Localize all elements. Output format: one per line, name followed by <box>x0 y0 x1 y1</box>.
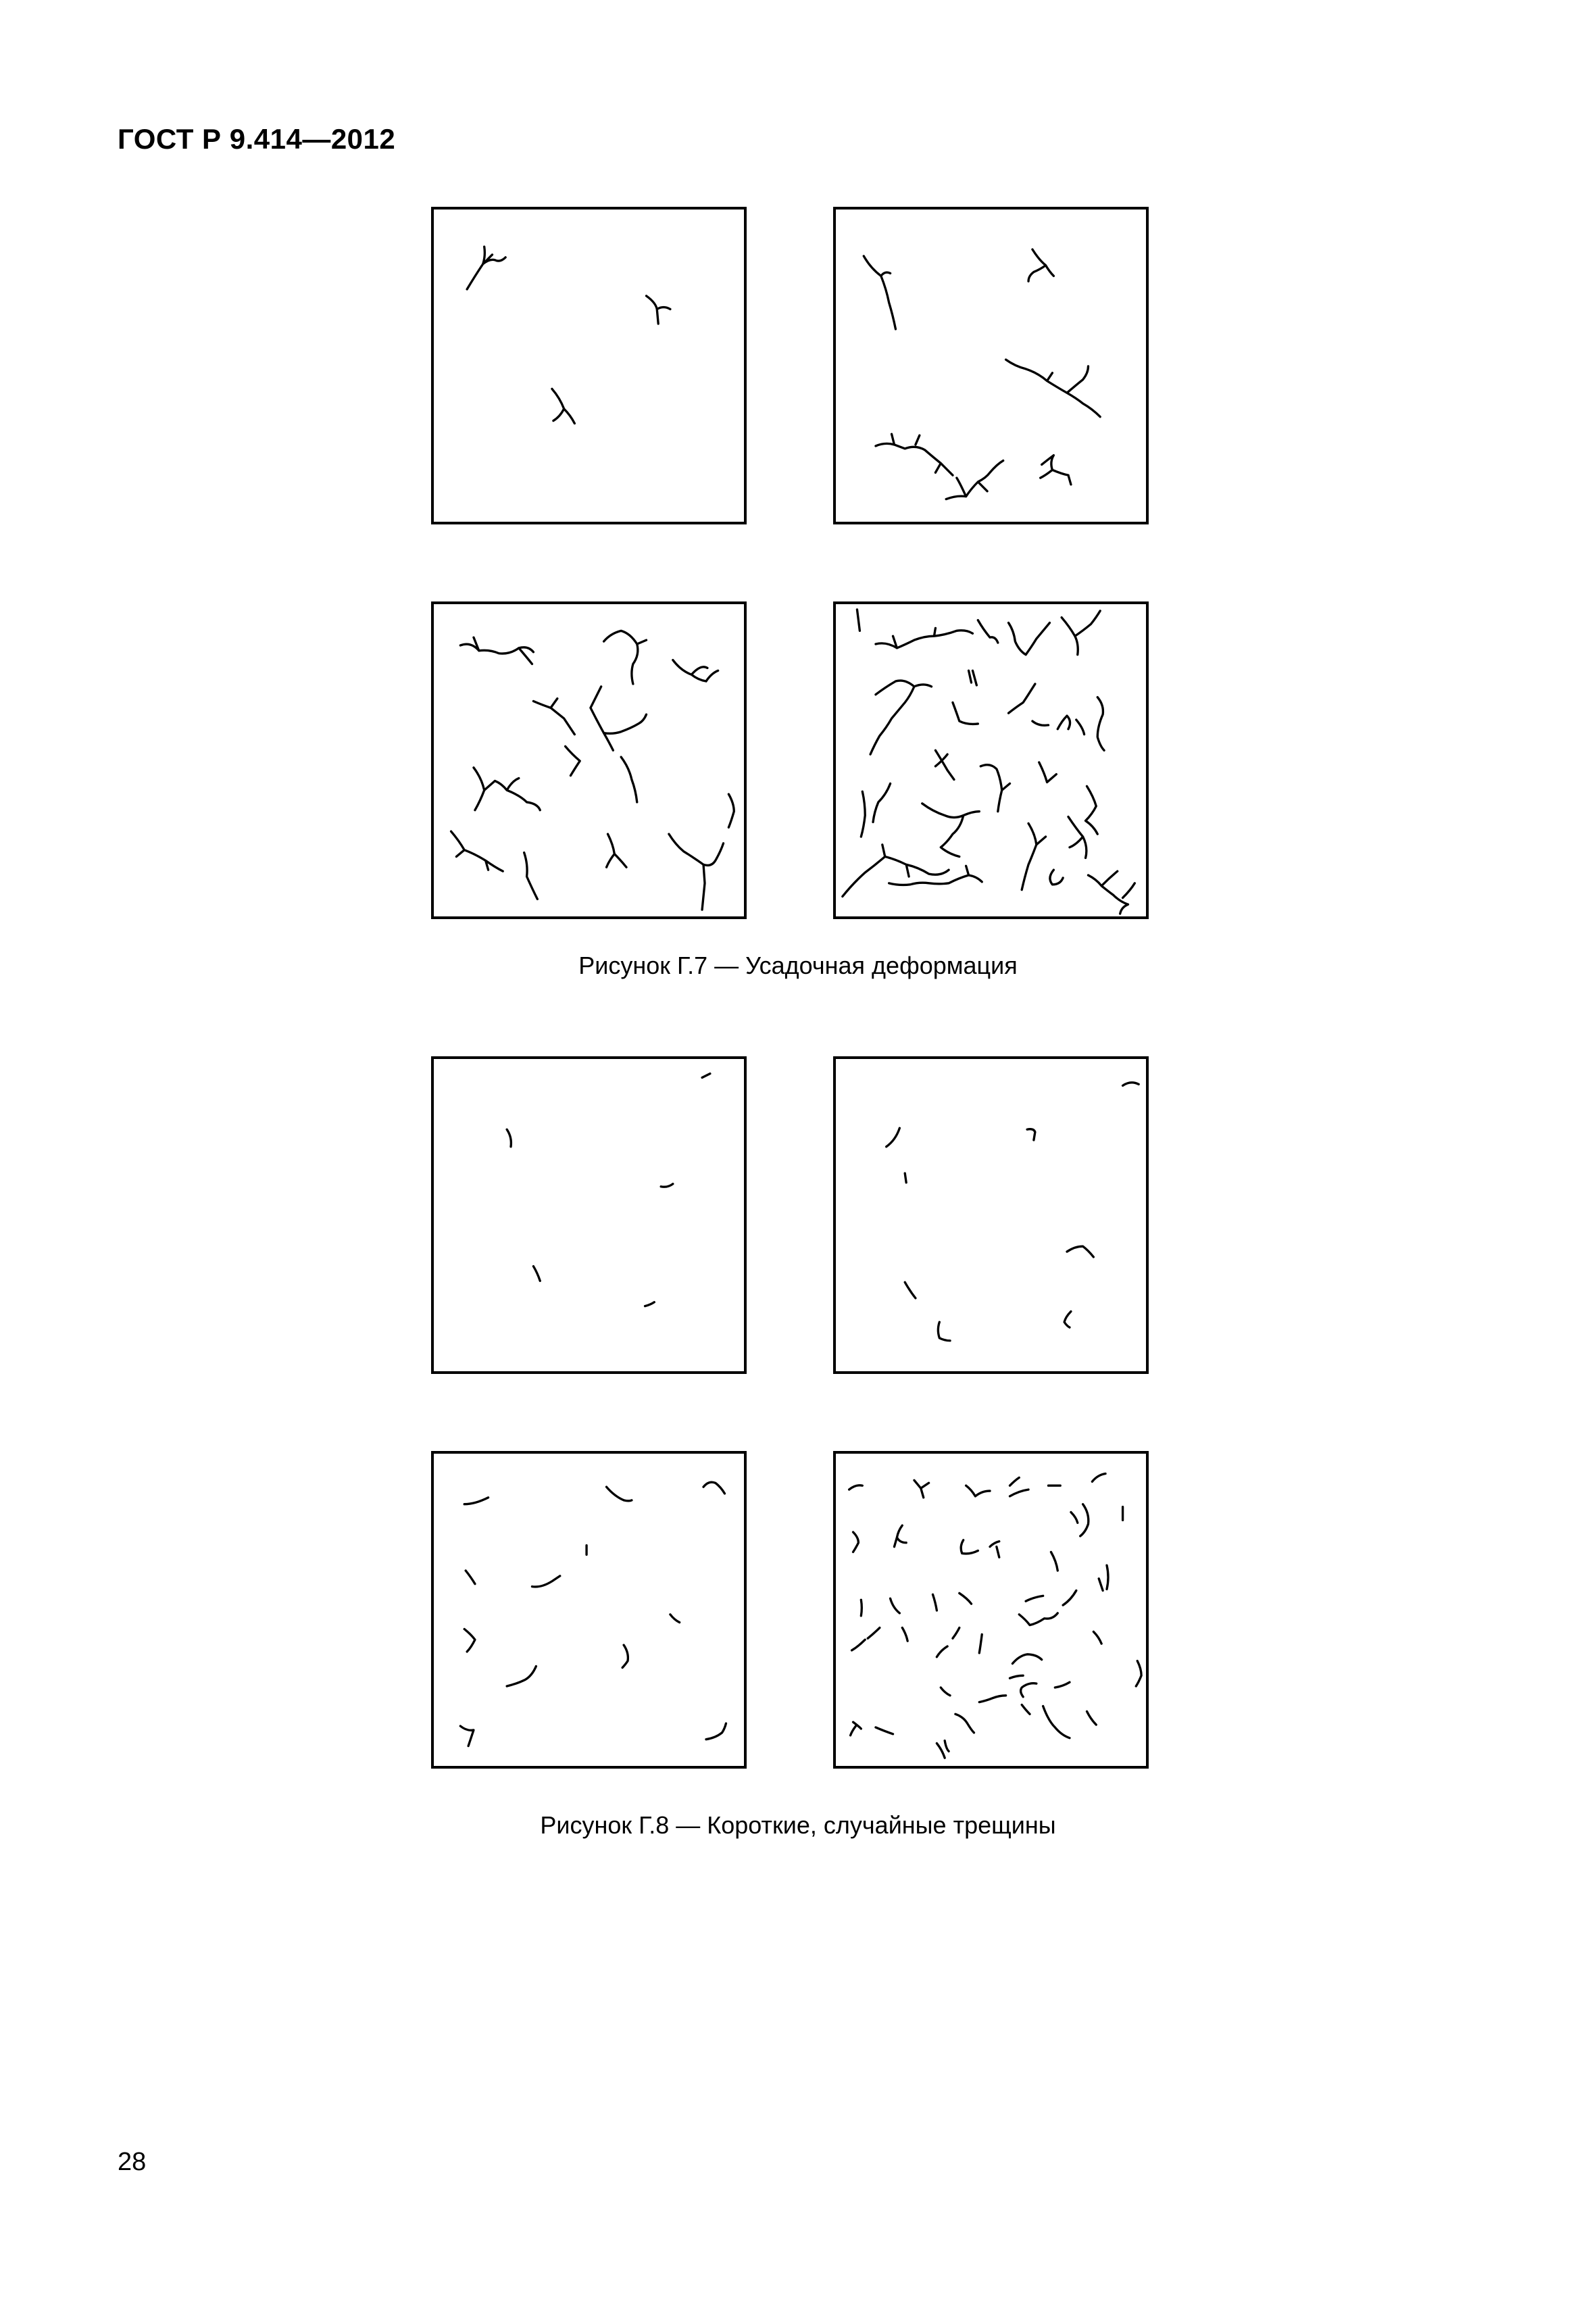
figure-g7-caption: Рисунок Г.7 — Усадочная деформация <box>578 952 1018 979</box>
figure-g7-panel-2 <box>833 207 1149 524</box>
figure-g7-crack-drawing-3 <box>434 604 744 916</box>
figure-g8-panel-1 <box>431 1056 747 1374</box>
figure-g7-crack-drawing-2 <box>836 210 1146 522</box>
figure-g8-panel-2 <box>833 1056 1149 1374</box>
figure-g8-crack-drawing-3 <box>434 1454 744 1766</box>
figure-g7-panel-1 <box>431 207 747 524</box>
figure-g7-crack-drawing-1 <box>434 210 744 522</box>
page-number: 28 <box>118 2148 147 2176</box>
figure-g8-caption: Рисунок Г.8 — Короткие, случайные трещины <box>540 1811 1056 1839</box>
figure-g8-crack-drawing-4 <box>836 1454 1146 1766</box>
figure-g8-crack-drawing-2 <box>836 1059 1146 1371</box>
figure-g8-panel-4 <box>833 1451 1149 1769</box>
figure-g8-panel-3 <box>431 1451 747 1769</box>
figure-g7-crack-drawing-4 <box>836 604 1146 916</box>
figure-g8-crack-drawing-1 <box>434 1059 744 1371</box>
figure-g7-panel-4 <box>833 601 1149 919</box>
figure-g7-panel-3 <box>431 601 747 919</box>
document-header: ГОСТ Р 9.414—2012 <box>118 123 396 155</box>
